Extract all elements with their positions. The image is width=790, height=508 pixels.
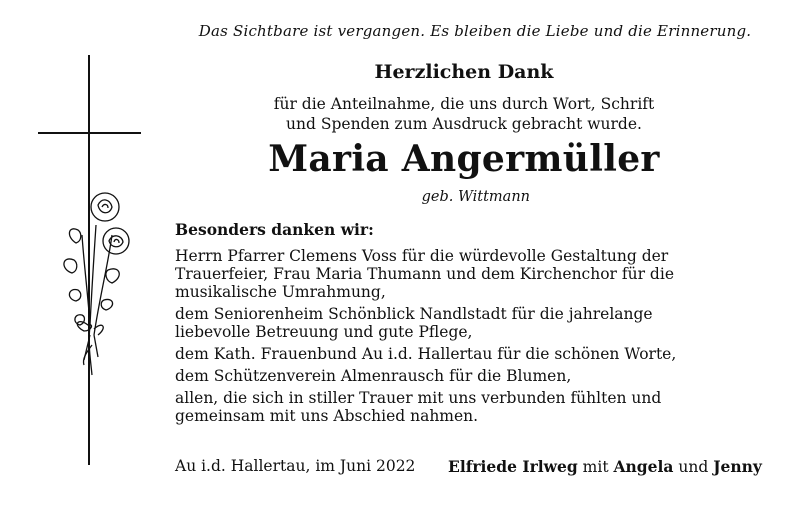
cross-with-roses-icon xyxy=(38,55,143,465)
signature xyxy=(448,457,762,476)
connector: und xyxy=(678,458,709,476)
place-date: Au i.d. Hallertau, im Juni 2022 xyxy=(175,457,416,475)
roses-icon xyxy=(64,193,129,375)
cross-icon xyxy=(38,55,141,465)
page-title: Herzlichen Dank xyxy=(374,61,554,83)
list-item: allen, die sich in stiller Trauer mit uns verbunden fühlten und gemeinsam mit uns Abschied nahmen. xyxy=(175,389,662,425)
list-item: dem Kath. Frauenbund Au i.d. Hallertau für die schönen Worte, xyxy=(175,345,677,363)
intro-line: und Spenden zum Ausdruck gebracht wurde. xyxy=(286,115,642,133)
intro-text xyxy=(160,94,768,134)
signer: Jenny xyxy=(713,457,762,476)
deceased-name: Maria Angermüller xyxy=(268,138,660,180)
list-item: Herrn Pfarrer Clemens Voss für die würdevolle Gestaltung der Trauerfeier, Frau Maria Thumann und dem Kirchenchor für die musikalische Umrahmung, xyxy=(175,247,674,301)
thanks-heading: Besonders danken wir: xyxy=(175,220,374,239)
list-item: dem Schützenverein Almenrausch für die Blumen, xyxy=(175,367,572,385)
connector: mit xyxy=(582,458,609,476)
maiden-name: geb. Wittmann xyxy=(421,189,530,205)
list-item: dem Seniorenheim Schönblick Nandlstadt für die jahrelange liebevolle Betreuung und gute Pflege, xyxy=(175,305,653,341)
motto-text: Das Sichtbare ist vergangen. Es bleiben die Liebe und die Erinnerung. xyxy=(198,22,752,40)
signer-main: Elfriede Irlweg xyxy=(448,457,578,476)
signer: Angela xyxy=(613,457,674,476)
intro-line: für die Anteilnahme, die uns durch Wort, Schrift xyxy=(273,95,655,113)
thanks-list xyxy=(175,247,770,429)
